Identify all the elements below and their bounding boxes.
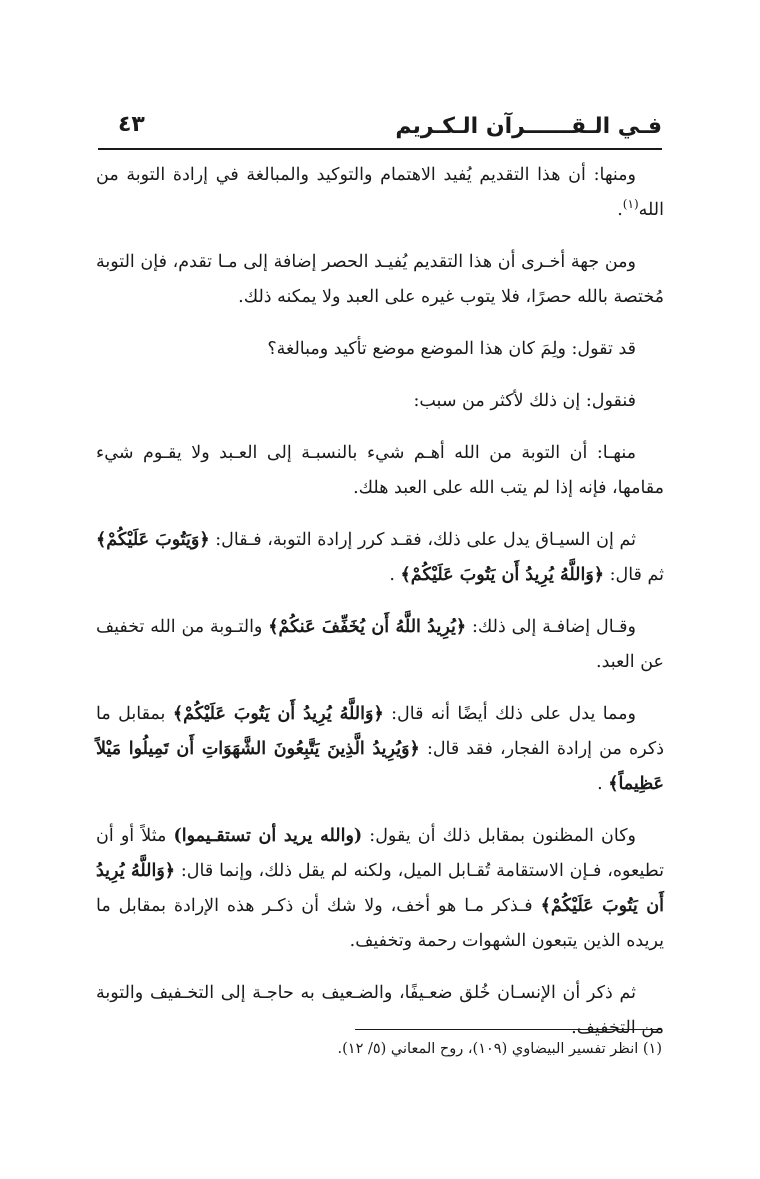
- quran-verse: ﴿وَاللَّهُ يُرِيدُ أَن يَتُوبَ عَلَيْكُمْ﴾: [172, 704, 384, 724]
- footnote: (١) انظر تفسير البيضاوي (١٠٩)، روح المعاني (٥/ ١٢).: [337, 1041, 662, 1057]
- quran-verse: ﴿يُرِيدُ اللَّهُ أَن يُخَفِّفَ عَنكُمْ﴾: [268, 617, 467, 637]
- paragraph-6: ثم إن السيـاق يدل على ذلك، فقـد كرر إرادة التوبة، فـقال: ﴿وَيَتُوبَ عَلَيْكُمْ﴾ ثم قال: ﴿وَاللَّهُ يُرِيدُ أَن يَتُوبَ عَلَيْكُمْ﴾ .: [96, 530, 664, 585]
- running-title: فـي الـقــــــرآن الـكـريم: [395, 114, 662, 139]
- footnote-divider: [355, 1029, 662, 1030]
- quran-verse: ﴿وَاللَّهُ يُرِيدُ أَن يَتُوبَ عَلَيْكُمْ﴾: [400, 565, 605, 585]
- paragraph-3: قد تقول: ولِمَ كان هذا الموضع موضع تأكيد ومبالغة؟: [267, 339, 636, 359]
- footnote-marker: (١): [622, 197, 639, 212]
- quran-verse: ﴿وَيَتُوبَ عَلَيْكُمْ﴾: [96, 530, 210, 550]
- quran-verse: ﴿وَاللَّهُ يُرِيدُ أَن يَتُوبَ عَلَيْكُمْ﴾: [96, 861, 664, 916]
- paragraph-9: وكان المظنون بمقابل ذلك أن يقول: (والله يريد أن تستقـيموا) مثلاً أو أن تطيعوه، فـإن الاستقامة تُقـابل الميل، ولكنه لم يقل ذلك، وإنما قال: ﴿وَاللَّهُ يُرِيدُ أَن يَتُوبَ عَلَيْكُمْ﴾ فـذكر مـا هو أخف، ولا شك أن ذكـر هذه الإرادة بمقابل ما يريده الذين يتبعون الشهوات رحمة وتخفيف.: [96, 826, 664, 951]
- paragraph-5: منهـا: أن التوبة من الله أهـم شيء بالنسبـة إلى العـبد ولا يقـوم شيء مقامها، فإنه إذا لم يتب الله على العبد هلك.: [96, 443, 664, 498]
- page-number: ٤٣: [118, 112, 145, 137]
- paragraph-1: ومنها: أن هذا التقديم يُفيد الاهتمام والتوكيد والمبالغة في إرادة التوبة من الله$^{(١)}$.: [96, 165, 664, 220]
- paragraph-10: ثم ذكر أن الإنسـان خُلق ضعـيفًا، والضـعيف به حاجـة إلى التخـفيف والتوبة من التخفيف.: [96, 983, 664, 1038]
- quran-verse: ﴿وَيُرِيدُ الَّذِينَ يَتَّبِعُونَ الشَّهَوَاتِ أَن تَمِيلُوا مَيْلاً عَظِيماً﴾: [96, 739, 664, 794]
- running-header: [98, 112, 662, 150]
- paragraph-7: وقـال إضافـة إلى ذلك: ﴿يُرِيدُ اللَّهُ أَن يُخَفِّفَ عَنكُمْ﴾ والتـوبة من الله تخفيف عن العبد.: [96, 617, 664, 672]
- page-body: [96, 158, 664, 1063]
- paragraph-4: فنقول: إن ذلك لأكثر من سبب:: [413, 391, 636, 411]
- paragraph-2: ومن جهة أخـرى أن هذا التقديم يُفيـد الحصر إضافة إلى مـا تقدم، فإن التوبة مُختصة بالله حصرًا، فلا يتوب غيره على العبد ولا يمكنه ذلك.: [96, 252, 664, 307]
- paragraph-8: ومما يدل على ذلك أيضًا أنه قال: ﴿وَاللَّهُ يُرِيدُ أَن يَتُوبَ عَلَيْكُمْ﴾ بمقابل ما ذكره من إرادة الفجار، فقد قال: ﴿وَيُرِيدُ الَّذِينَ يَتَّبِعُونَ الشَّهَوَاتِ أَن تَمِيلُوا مَيْلاً عَظِيماً﴾ .: [96, 704, 664, 794]
- quoted-phrase: (والله يريد أن تستقـيموا): [173, 826, 363, 846]
